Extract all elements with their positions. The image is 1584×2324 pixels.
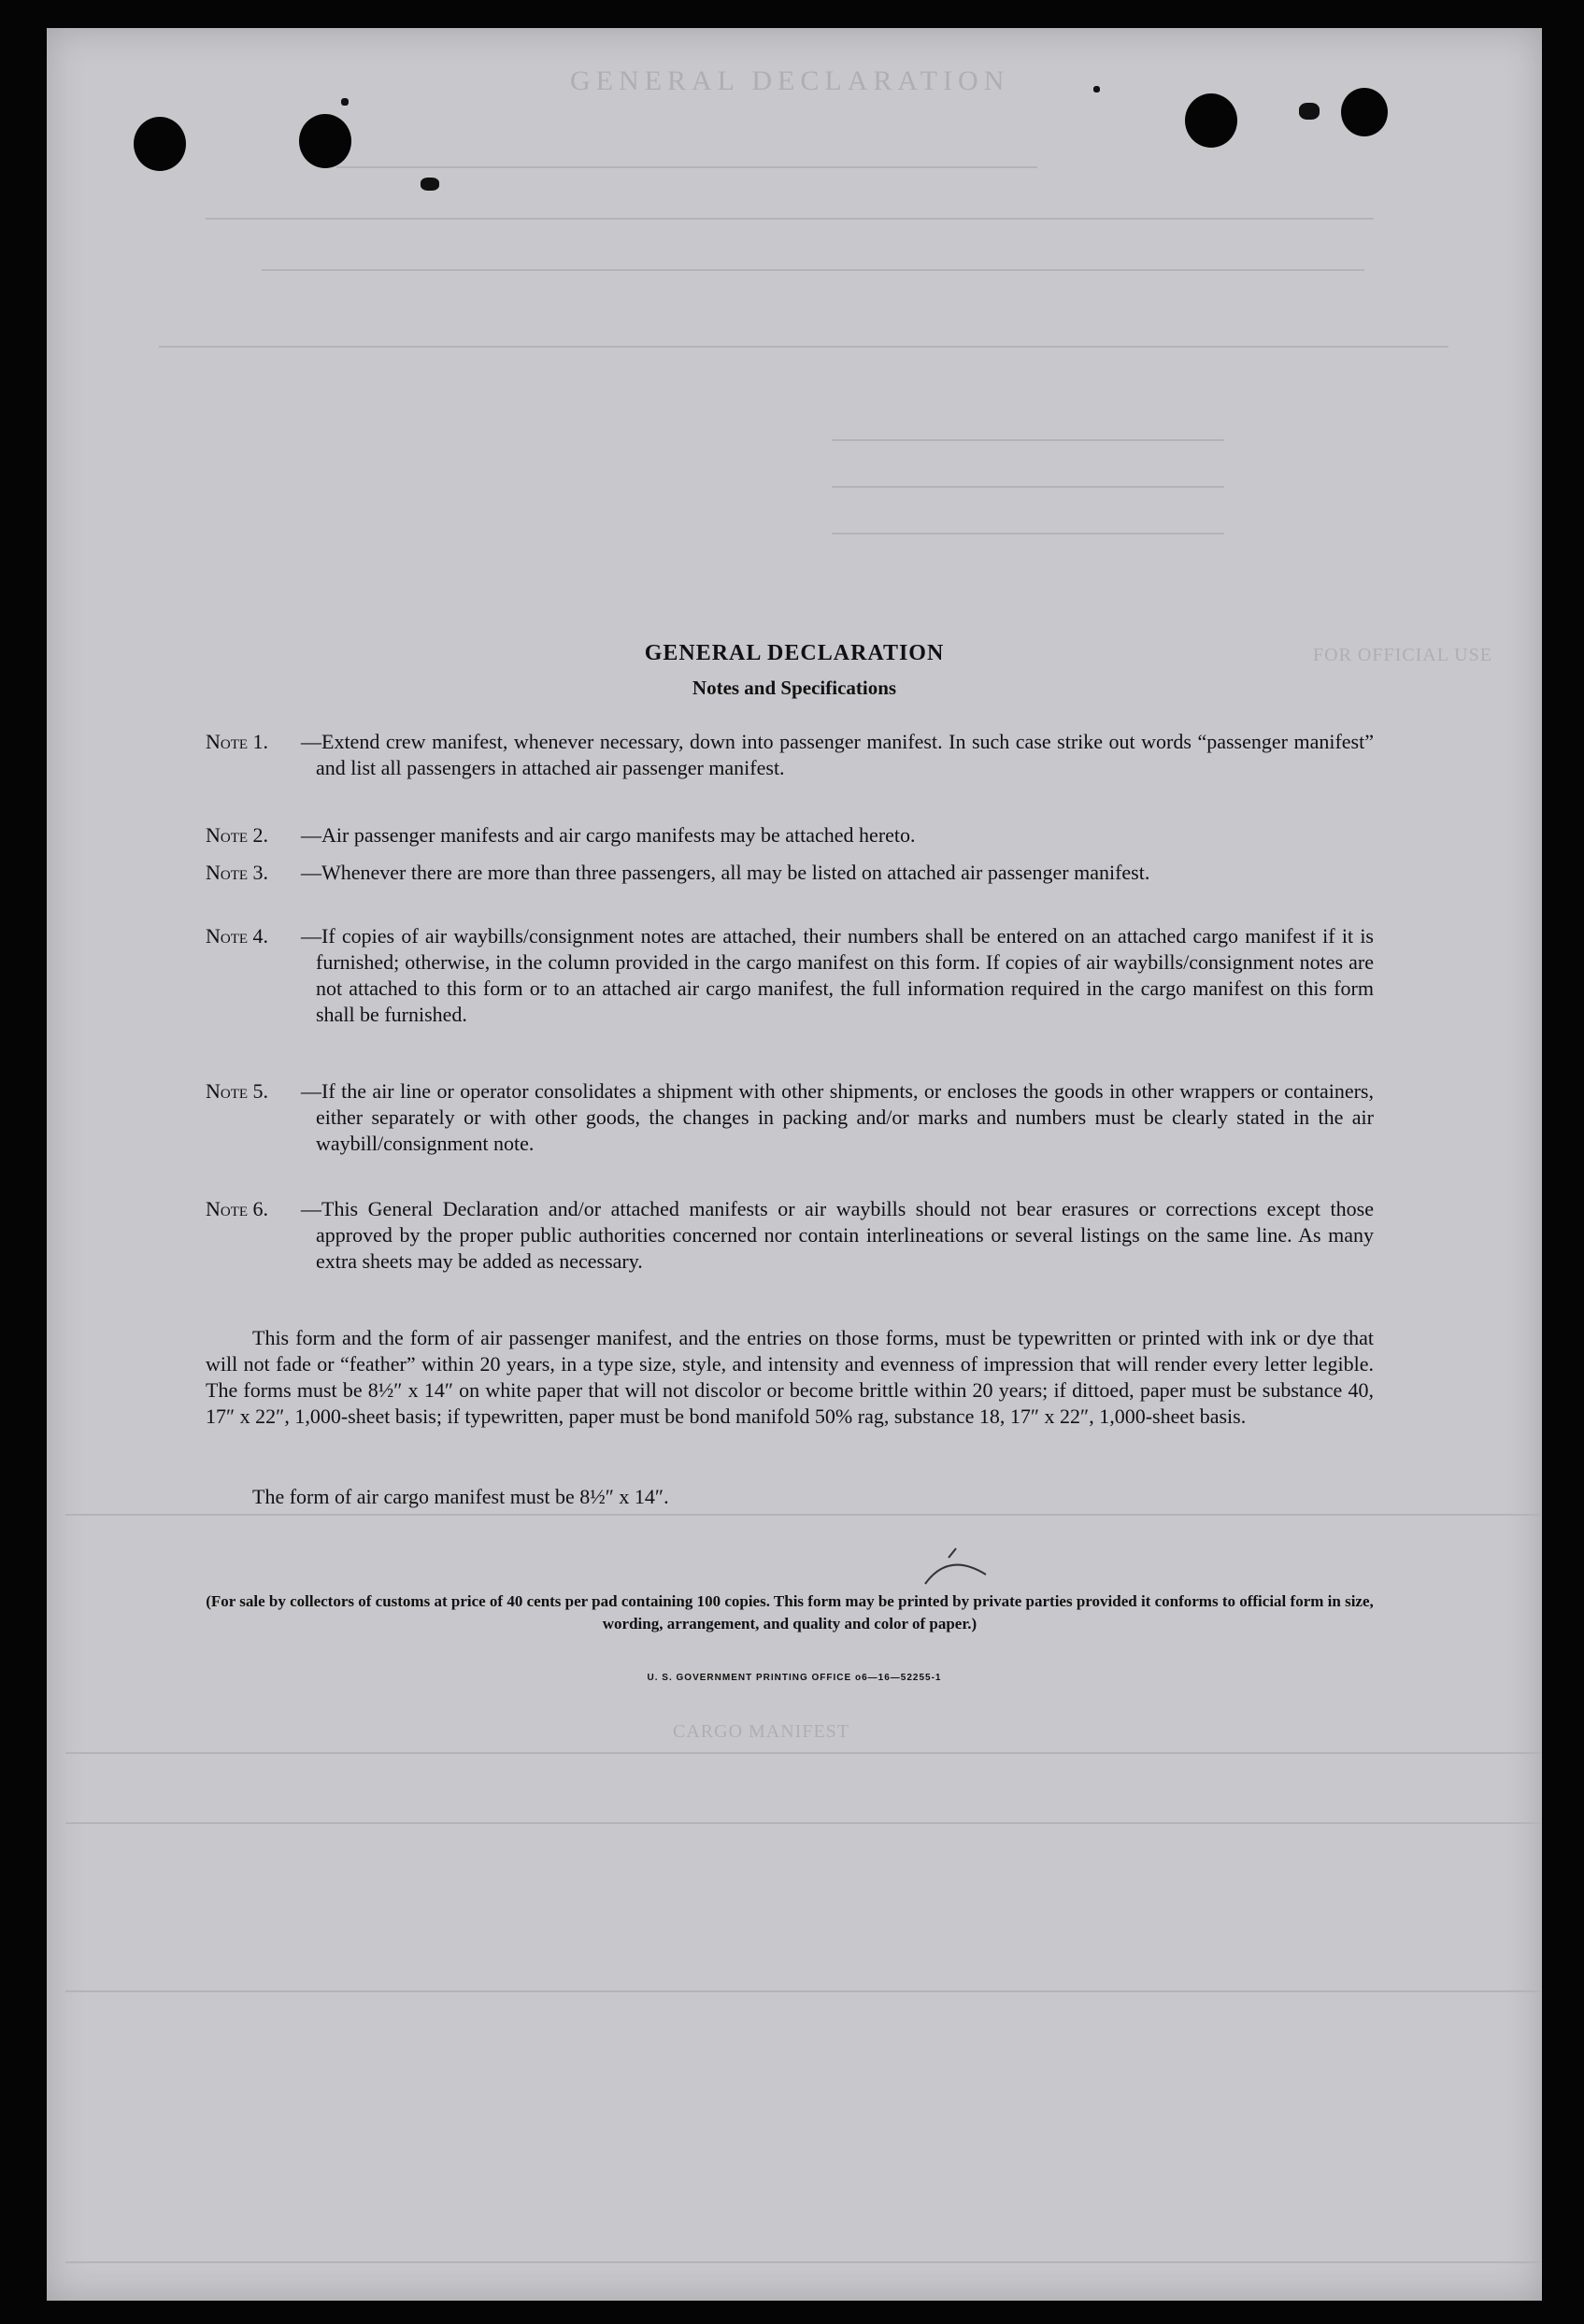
form-specification-paragraph: This form and the form of air passenger manifest, and the entries on those forms, must be typewritten or printed with ink or dye that will not fade or “feather” within 20 years, in a type size, style, and intensity and evenness of impression that will render every letter legible. The forms must be 8½″ x 14″ on white paper that will not discolor or become brittle within 20 years; if dittoed, paper must be substance 40, 17″ x 22″, 1,000-sheet basis; if typewritten, paper must be bond manifold 50% rag, substance 18, 17″ x 22″, 1,000-sheet basis.	[206, 1326, 1374, 1428]
note-text: —This General Declaration and/or attached manifests or air waybills should not bear erasures or corrections except those approved by the proper public authorities concerned nor contain interlineations or several listings on the same line. As many extra sheets may be added as necessary.	[301, 1197, 1374, 1273]
punch-hole-left-1	[134, 117, 186, 171]
bleedthrough-line	[832, 486, 1224, 488]
note-text: —Whenever there are more than three passengers, all may be listed on attached air passenger manifest.	[301, 861, 1150, 884]
document-page	[47, 28, 1542, 2301]
note-6	[206, 1196, 1374, 1275]
bleedthrough-line	[832, 533, 1224, 535]
cargo-manifest-size-note: The form of air cargo manifest must be 8½″ x 14″.	[252, 1485, 669, 1508]
bleedthrough-line	[65, 1514, 1542, 1516]
bleedthrough-line	[206, 218, 1374, 220]
bleedthrough-line	[262, 269, 1364, 271]
sale-note: (For sale by collectors of customs at price of 40 cents per pad containing 100 copies. This form may be printed by private parties provided it conforms to official form in size, wording, arrangement, and quality and color of paper.)	[206, 1592, 1374, 1633]
bleedthrough-line	[65, 1822, 1542, 1824]
note-label: Note 4.	[206, 924, 269, 948]
bleedthrough-line	[159, 346, 1448, 348]
note-text: —Extend crew manifest, whenever necessary, down into passenger manifest. In such case strike out words “passenger manifest” and list all passengers in attached air passenger manifest.	[301, 730, 1374, 779]
document-title: GENERAL DECLARATION	[644, 641, 945, 665]
document-subtitle: Notes and Specifications	[692, 677, 897, 699]
bleedthrough-official-use: FOR OFFICIAL USE	[1313, 645, 1492, 665]
ink-speck	[1093, 86, 1100, 93]
bleedthrough-line	[832, 439, 1224, 441]
note-label: Note 6.	[206, 1197, 269, 1220]
printer-line: U. S. GOVERNMENT PRINTING OFFICE o6—16—52255-1	[647, 1673, 942, 1683]
note-text: —Air passenger manifests and air cargo manifests may be attached hereto.	[301, 823, 916, 847]
punch-hole-right-1	[1185, 93, 1237, 148]
note-label: Note 1.	[206, 730, 269, 753]
bleedthrough-line	[65, 1752, 1542, 1754]
note-2	[206, 822, 1374, 848]
note-4	[206, 923, 1374, 1028]
bleedthrough-title: GENERAL DECLARATION	[570, 65, 1010, 96]
note-5	[206, 1078, 1374, 1157]
ink-speck	[1299, 103, 1320, 120]
punch-hole-right-2	[1341, 88, 1388, 136]
ink-speck	[341, 98, 349, 106]
note-3	[206, 860, 1374, 886]
bleedthrough-line	[336, 166, 1037, 168]
bleedthrough-line	[65, 2261, 1542, 2263]
note-label: Note 3.	[206, 861, 269, 884]
ink-speck	[421, 178, 439, 191]
punch-hole-left-2	[299, 114, 351, 168]
bleedthrough-cargo-manifest: CARGO MANIFEST	[673, 1721, 850, 1742]
bleedthrough-line	[65, 1990, 1542, 1992]
note-1	[206, 729, 1374, 781]
note-text: —If the air line or operator consolidates a shipment with other shipments, or encloses the goods in other wrappers or containers, either separately or with other goods, the changes in packing and/or marks and numbers must be clearly stated in the air waybill/consignment note.	[301, 1079, 1374, 1155]
note-text: —If copies of air waybills/consignment notes are attached, their numbers shall be entered on an attached cargo manifest if it is furnished; otherwise, in the column provided in the cargo manifest on this form. If copies of air waybills/consignment notes are not attached to this form or to an attached air cargo manifest, the full information required in the cargo manifest on this form shall be furnished.	[301, 924, 1374, 1026]
note-label: Note 2.	[206, 823, 269, 847]
note-label: Note 5.	[206, 1079, 269, 1103]
